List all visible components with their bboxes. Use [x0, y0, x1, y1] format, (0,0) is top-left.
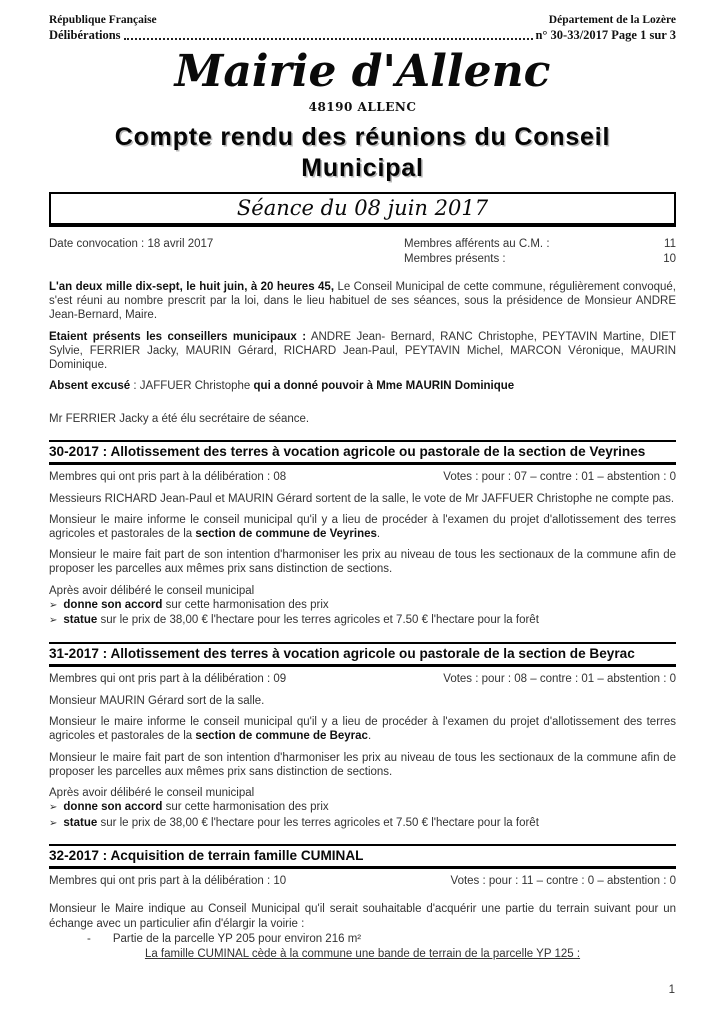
- convocation-date: Date convocation : 18 avril 2017: [49, 238, 214, 250]
- section-30-heading: 30-2017 : Allotissement des terres à vocation agricole ou pastorale de la section de Veyrines: [49, 440, 676, 465]
- bullet-rest: sur cette harmonisation des prix: [162, 598, 329, 611]
- convocation-row: [49, 237, 676, 267]
- arrow-bullet-icon: ➢: [49, 802, 58, 814]
- section-32-heading: 32-2017 : Acquisition de terrain famille CUMINAL: [49, 844, 676, 869]
- section-31-p2-bold: section de commune de Beyrac: [195, 730, 368, 743]
- members-summary: [404, 237, 676, 267]
- section-31-heading: 31-2017 : Allotissement des terres à vocation agricole ou pastorale de la section de Beyrac: [49, 642, 676, 667]
- section-30-votes: Votes : pour : 07 – contre : 01 – abstention : 0: [443, 470, 676, 483]
- deliberations-label: Délibérations: [49, 28, 121, 42]
- absent-bold: Absent excusé: [49, 380, 131, 393]
- reference-number: n° 30-33/2017 Page 1 sur 3: [535, 28, 676, 42]
- section-30-paragraph-2: [49, 513, 676, 541]
- header-row-1: [49, 14, 676, 27]
- section-30-p2-pre: Monsieur le maire informe le conseil municipal qu'il y a lieu de procéder à l'examen du projet d'allotissement des terres agricoles et pastorales de la: [49, 513, 676, 541]
- section-30-paragraph-1: Messieurs RICHARD Jean-Paul et MAURIN Gérard sortent de la salle, le vote de Mr JAFFUER Christophe ne compte pas.: [49, 492, 675, 505]
- members-presents-value: 10: [663, 253, 676, 265]
- bullet-bold: donne son accord: [63, 598, 163, 611]
- opening-bold: L'an deux mille dix-sept, le huit juin, à 20 heures 45,: [49, 281, 335, 293]
- section-30-meta: [49, 470, 676, 485]
- section-30-paragraph-3: Monsieur le maire fait part de son intention d'harmoniser les prix au niveau de tous les sectionaux de la commune afin de proposer les parcelles aux mêmes prix sans distinction de sections.: [49, 549, 676, 576]
- opening-rest: Le Conseil Municipal de cette commune, régulièrement convoqué, s'est réuni au nombre prescrit par la loi, dans le lieu habituel de ses séances, sous la présidence de Monsieur ANDRE Jean-Bernard, Maire.: [49, 281, 677, 322]
- pouvoir-bold: qui a donné pouvoir à Mme MAURIN Dominique: [253, 380, 515, 393]
- bullet-bold: statue: [63, 614, 98, 627]
- section-31-bullet-1: [49, 800, 676, 816]
- section-30-bullet-2: [49, 613, 676, 629]
- seance-banner: [49, 192, 676, 227]
- address-line: 48190 ALLENC: [308, 100, 417, 114]
- secretary-paragraph: Mr FERRIER Jacky a été élu secrétaire de séance.: [49, 413, 310, 426]
- list-item-text: Partie de la parcelle YP 205 pour environ 216 m²: [112, 932, 362, 945]
- members-presents-row: [404, 252, 676, 267]
- mairie-logo: Mairie d'Allenc: [174, 46, 551, 97]
- arrow-bullet-icon: ➢: [49, 599, 58, 611]
- members-afferents-row: [404, 237, 676, 252]
- members-afferents-value: 11: [664, 238, 676, 250]
- dotted-leader: [124, 38, 534, 40]
- bullet-bold: donne son accord: [63, 801, 163, 814]
- section-30-deliberation-intro: Après avoir délibéré le conseil municipal: [49, 584, 255, 597]
- present-paragraph: [49, 330, 676, 373]
- opening-paragraph: [49, 280, 676, 323]
- section-30-bullet-1: [49, 598, 676, 614]
- present-bold: Etaient présents les conseillers municipaux :: [49, 330, 307, 343]
- section-31-paragraph-2: [49, 715, 676, 743]
- section-31-deliberation-intro: Après avoir délibéré le conseil municipal: [49, 787, 255, 800]
- page-number: 1: [668, 984, 675, 996]
- header-row-2: [49, 27, 676, 43]
- present-rest: ANDRE Jean- Bernard, RANC Christophe, PEYTAVIN Martine, DIET Sylvie, FERRIER Jacky, MAURIN Gérard, RICHARD Jean-Paul, PEYTAVIN Michel, MARCON Véronique, MAURIN Dominique.: [49, 330, 677, 372]
- section-32-meta: [49, 874, 676, 889]
- section-31-deliberation-count: Membres qui ont pris part à la délibération : 09: [49, 673, 287, 686]
- bullet-rest: sur cette harmonisation des prix: [162, 801, 329, 814]
- section-31-paragraph-3: Monsieur le maire fait part de son intention d'harmoniser les prix au niveau de tous les sectionaux de la commune afin de proposer les parcelles aux mêmes prix sans distinction de sections.: [49, 751, 676, 778]
- section-31-paragraph-0: Monsieur MAURIN Gérard sort de la salle.: [49, 695, 265, 708]
- section-31-votes: Votes : pour : 08 – contre : 01 – abstention : 0: [443, 673, 676, 686]
- section-30-deliberation-count: Membres qui ont pris part à la délibération : 08: [49, 470, 287, 483]
- section-32-deliberation-count: Membres qui ont pris part à la délibération : 10: [49, 875, 287, 888]
- bullet-rest: sur le prix de 38,00 € l'hectare pour les terres agricoles et 7.50 € l'hectare pour la forêt: [97, 816, 539, 829]
- departement-label: Département de la Lozère: [548, 14, 676, 26]
- section-31-meta: [49, 672, 676, 687]
- section-32-votes: Votes : pour : 11 – contre : 0 – abstention : 0: [450, 875, 676, 888]
- section-31-p2-pre: Monsieur le maire informe le conseil municipal qu'il y a lieu de procéder à l'examen du projet d'allotissement des terres agricoles et pastorales de la: [49, 716, 676, 743]
- dash-bullet-icon: -: [87, 932, 91, 945]
- members-presents-label: Membres présents :: [404, 253, 506, 265]
- bullet-rest: sur le prix de 38,00 € l'hectare pour les terres agricoles et 7.50 € l'hectare pour la forêt: [97, 614, 539, 627]
- underlined-text: La famille CUMINAL cède à la commune une bande de terrain de la parcelle YP 125 :: [144, 948, 581, 961]
- bullet-bold: statue: [63, 816, 98, 829]
- section-32-list-item: [49, 932, 676, 947]
- absent-mid: : JAFFUER Christophe: [130, 380, 254, 393]
- document-header: [49, 14, 676, 43]
- section-32-paragraph-1: Monsieur le Maire indique au Conseil Municipal qu'il serait souhaitable d'acquérir une partie du terrain suivant pour un échange avec un particulier afin d'élargir la voirie :: [49, 903, 676, 930]
- arrow-bullet-icon: ➢: [49, 615, 58, 627]
- section-30-p2-bold: section de commune de Veyrines: [195, 528, 377, 541]
- republique-label: République Française: [49, 14, 157, 26]
- section-31-p2-post: .: [367, 730, 372, 743]
- members-afferents-label: Membres afférents au C.M. :: [404, 238, 550, 250]
- section-31-bullet-2: [49, 816, 676, 832]
- absent-paragraph: [49, 379, 676, 393]
- section-32-underlined-note: [49, 947, 676, 962]
- page-title: Compte rendu des réunions du Conseil Municipal: [114, 123, 611, 182]
- arrow-bullet-icon: ➢: [49, 817, 58, 829]
- seance-label: Séance du 08 juin 2017: [236, 196, 489, 220]
- section-30-p2-post: .: [376, 528, 381, 541]
